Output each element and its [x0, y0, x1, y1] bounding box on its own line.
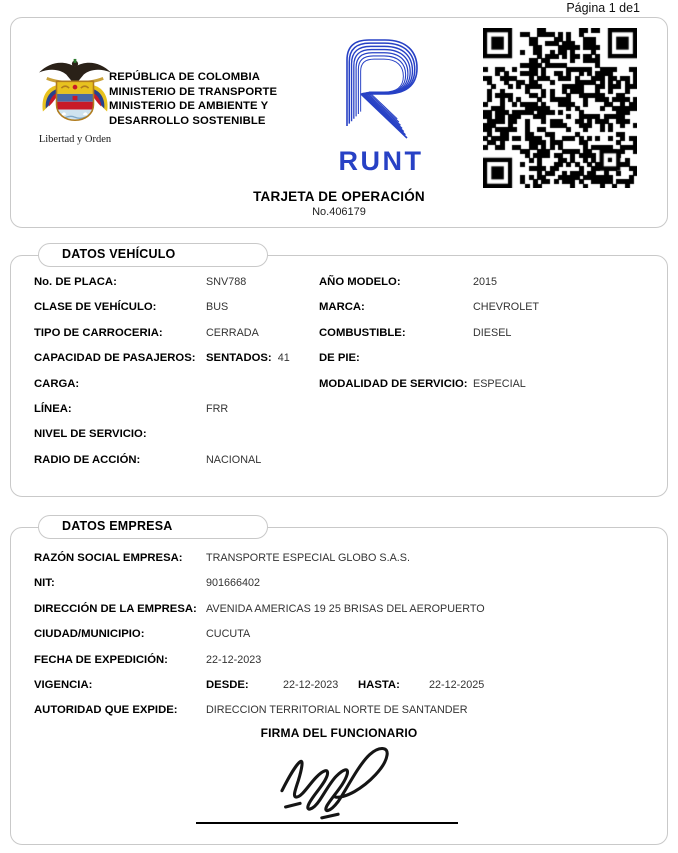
table-row — [34, 327, 655, 352]
page-number: Página 1 de1 — [566, 1, 640, 15]
field-label: CAPACIDAD DE PASAJEROS: — [34, 352, 196, 365]
field-label: AÑO MODELO: — [319, 276, 401, 288]
field-value: FRR — [206, 402, 229, 415]
field-value: DIRECCION TERRITORIAL NORTE DE SANTANDER — [206, 704, 468, 717]
field-value: ESPECIAL — [473, 377, 526, 390]
company-section — [10, 519, 668, 845]
field-label: RAZÓN SOCIAL EMPRESA: — [34, 552, 183, 564]
field-value: TRANSPORTE ESPECIAL GLOBO S.A.S. — [206, 552, 411, 564]
field-label: FECHA DE EXPEDICIÓN: — [34, 653, 168, 666]
colombia-coat-of-arms — [33, 56, 117, 145]
field-value: CHEVROLET — [473, 301, 539, 314]
runt-wordmark: RUNT — [338, 146, 424, 176]
validity-values — [206, 679, 655, 691]
coat-motto: Libertad y Orden — [38, 134, 112, 145]
document-title-block — [11, 189, 667, 218]
field-label: MODALIDAD DE SERVICIO: — [319, 377, 468, 390]
qr-code — [483, 28, 637, 188]
field-value: BUS — [206, 301, 229, 314]
runt-r-icon — [333, 34, 429, 140]
field-subvalue: 41 — [277, 352, 290, 365]
table-row-validity — [34, 679, 655, 704]
table-row — [34, 378, 655, 403]
table-row — [34, 352, 655, 377]
signature-icon — [251, 740, 427, 826]
vehicle-section-tab: DATOS VEHÍCULO — [38, 243, 268, 267]
field-label: CIUDAD/MUNICIPIO: — [34, 628, 145, 641]
field-label: DIRECCIÓN DE LA EMPRESA: — [34, 602, 197, 615]
ministry-line: MINISTERIO DE AMBIENTE Y — [109, 100, 269, 113]
field-label: NIVEL DE SERVICIO: — [34, 428, 147, 441]
table-row — [34, 603, 655, 628]
field-label: LÍNEA: — [34, 402, 72, 415]
coat-of-arms-icon — [34, 56, 116, 128]
ministry-line: REPÚBLICA DE COLOMBIA — [109, 71, 261, 83]
field-label: CLASE DE VEHÍCULO: — [34, 301, 157, 314]
field-sublabel: SENTADOS: — [206, 352, 272, 365]
field-value: CERRADA — [206, 326, 259, 339]
validity-from-label: DESDE: — [206, 678, 249, 691]
document-number: No.406179 — [312, 206, 366, 218]
field-value — [206, 352, 319, 364]
field-label: NIT: — [34, 577, 55, 590]
ministry-line: DESARROLLO SOSTENIBLE — [109, 114, 266, 127]
table-row — [34, 403, 655, 428]
field-value: SNV788 — [206, 276, 247, 288]
table-row — [34, 428, 655, 453]
field-label: COMBUSTIBLE: — [319, 326, 406, 339]
field-value: 901666402 — [206, 577, 261, 590]
table-row — [34, 628, 655, 653]
field-value: AVENIDA AMERICAS 19 25 BRISAS DEL AEROPUERTO — [206, 602, 485, 615]
company-rows — [34, 552, 655, 730]
field-label: RADIO DE ACCIÓN: — [34, 453, 141, 466]
ministry-line: MINISTERIO DE TRANSPORTE — [109, 85, 278, 98]
field-value: DIESEL — [473, 326, 512, 339]
qr-code-wrap — [483, 28, 637, 188]
document-title: TARJETA DE OPERACIÓN — [253, 189, 425, 204]
signature-title: FIRMA DEL FUNCIONARIO — [260, 726, 418, 740]
header-box — [10, 17, 668, 228]
field-label: AUTORIDAD QUE EXPIDE: — [34, 704, 178, 717]
field-label: No. DE PLACA: — [34, 276, 117, 288]
vehicle-section — [10, 247, 668, 497]
field-label: CARGA: — [34, 377, 80, 390]
table-row — [34, 301, 655, 326]
validity-from-value: 22-12-2023 — [283, 678, 339, 691]
field-value: NACIONAL — [206, 453, 262, 466]
table-row — [34, 654, 655, 679]
company-section-tab: DATOS EMPRESA — [38, 515, 268, 539]
signature-line — [196, 822, 458, 824]
table-row — [34, 577, 655, 602]
field-label: VIGENCIA: — [34, 678, 93, 691]
field-value: 22-12-2023 — [206, 653, 262, 666]
vehicle-rows — [34, 276, 655, 479]
table-row — [34, 454, 655, 479]
validity-to-value: 22-12-2025 — [429, 678, 485, 691]
table-row — [34, 552, 655, 577]
field-label: DE PIE: — [319, 352, 360, 365]
official-signature — [251, 740, 427, 831]
field-label: MARCA: — [319, 301, 365, 314]
table-row — [34, 276, 655, 301]
runt-logo — [329, 34, 433, 177]
field-value: CUCUTA — [206, 628, 251, 641]
field-label: TIPO DE CARROCERIA: — [34, 326, 163, 339]
field-value: 2015 — [473, 276, 498, 288]
validity-to-label: HASTA: — [358, 678, 400, 691]
ministry-text — [109, 70, 277, 128]
